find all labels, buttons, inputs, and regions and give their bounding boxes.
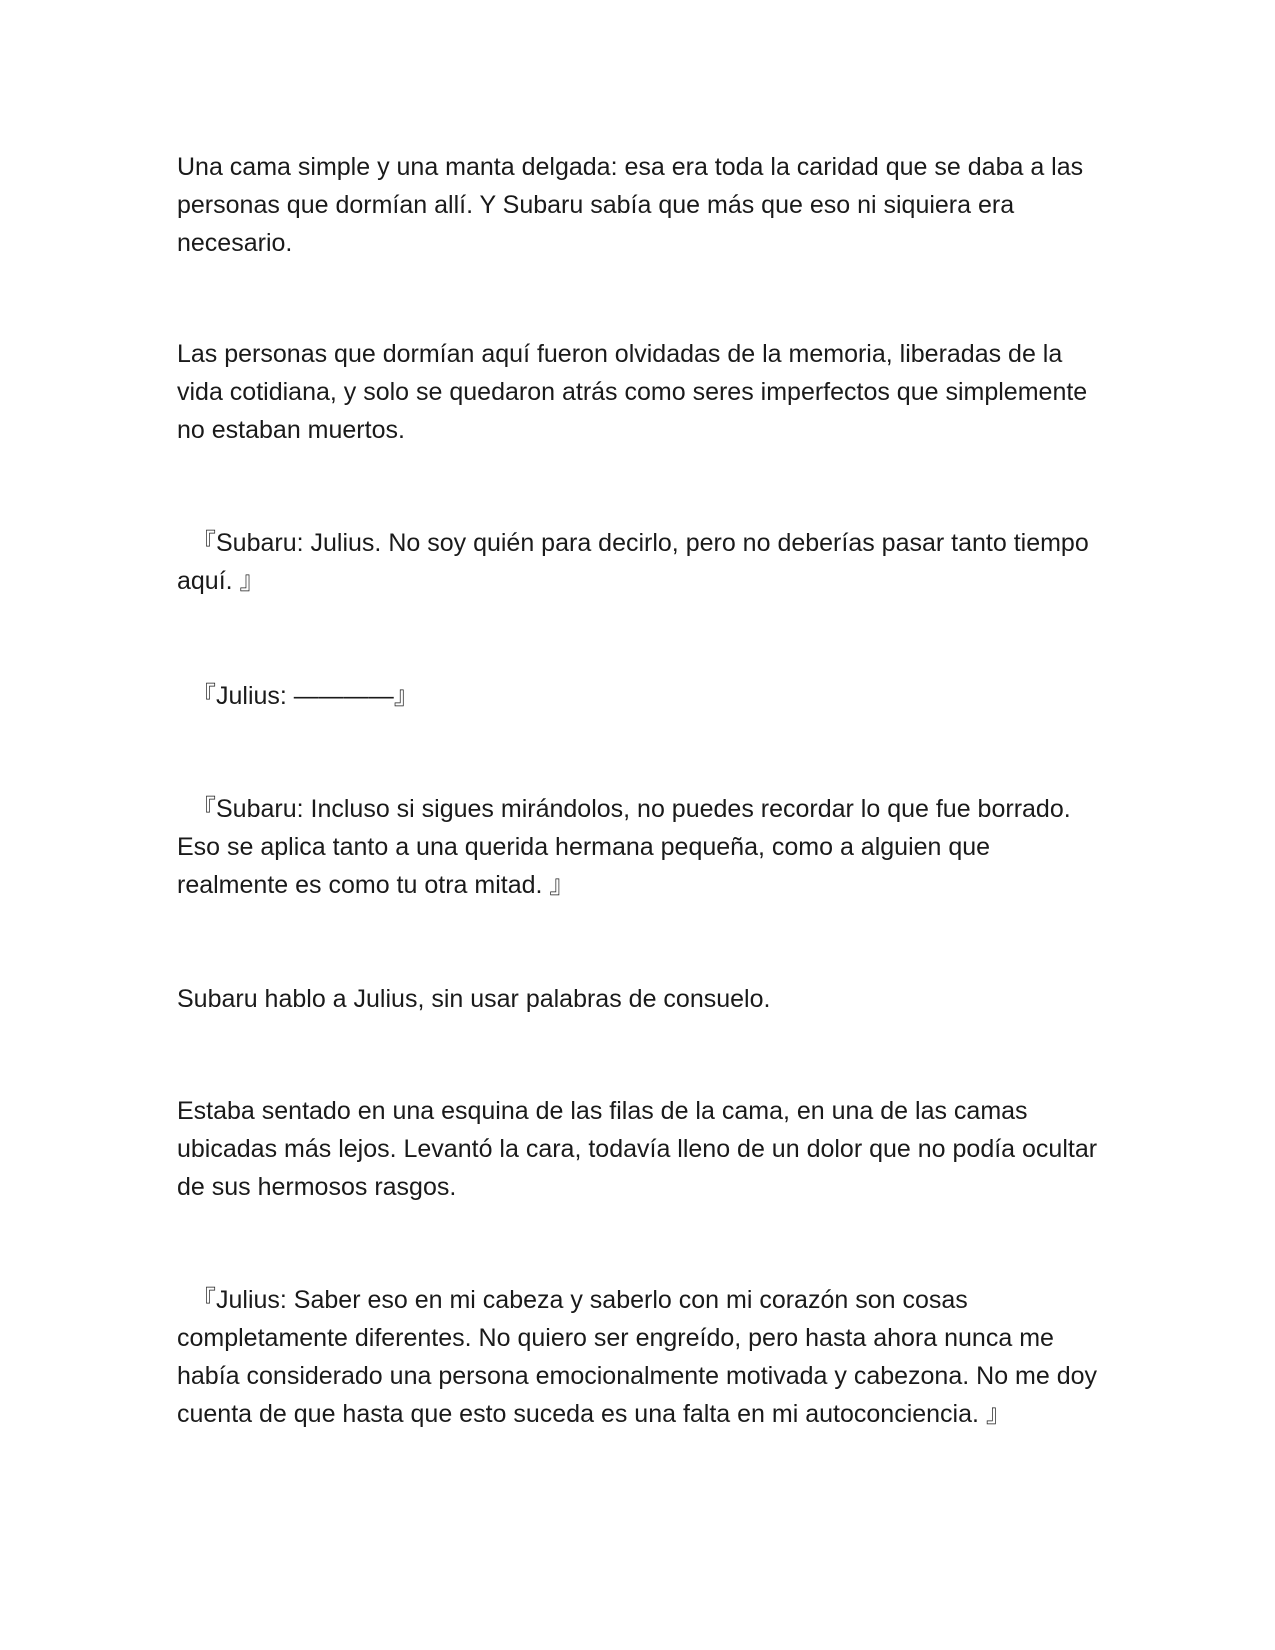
dialogue-paragraph: 『Julius: Saber eso en mi cabeza y saberlo con mi corazón son cosas completamente diferentes. No quiero ser engreído, pero hasta ahora nunca me había considerado una persona emocionalmente motivada y cabezona. No me doy cuenta de que hasta que esto suceda es una falta en mi autoconciencia. 』 [177, 1286, 1098, 1428]
dialogue-paragraph: 『Julius: ————』 [191, 682, 419, 710]
dialogue-paragraph: 『Subaru: Incluso si sigues mirándolos, no puedes recordar lo que fue borrado. Eso se aplica tanto a una querida hermana pequeña, como a alguien que realmente es como tu otra mitad. 』 [177, 795, 1071, 899]
narration-paragraph: Subaru hablo a Julius, sin usar palabras de consuelo. [177, 985, 771, 1013]
dialogue-paragraph: 『Subaru: Julius. No soy quién para decirlo, pero no deberías pasar tanto tiempo aquí. 』 [177, 529, 1089, 595]
narration-paragraph: Las personas que dormían aquí fueron olvidadas de la memoria, liberadas de la vida cotidiana, y solo se quedaron atrás como seres imperfectos que simplemente no estaban muertos. [177, 340, 1088, 444]
narration-paragraph: Estaba sentado en una esquina de las filas de la cama, en una de las camas ubicadas más lejos. Levantó la cara, todavía lleno de un dolor que no podía ocultar de sus hermosos rasgos. [177, 1097, 1098, 1201]
narration-paragraph: Una cama simple y una manta delgada: esa era toda la caridad que se daba a las personas que dormían allí. Y Subaru sabía que más que eso ni siquiera era necesario. [177, 153, 1084, 257]
